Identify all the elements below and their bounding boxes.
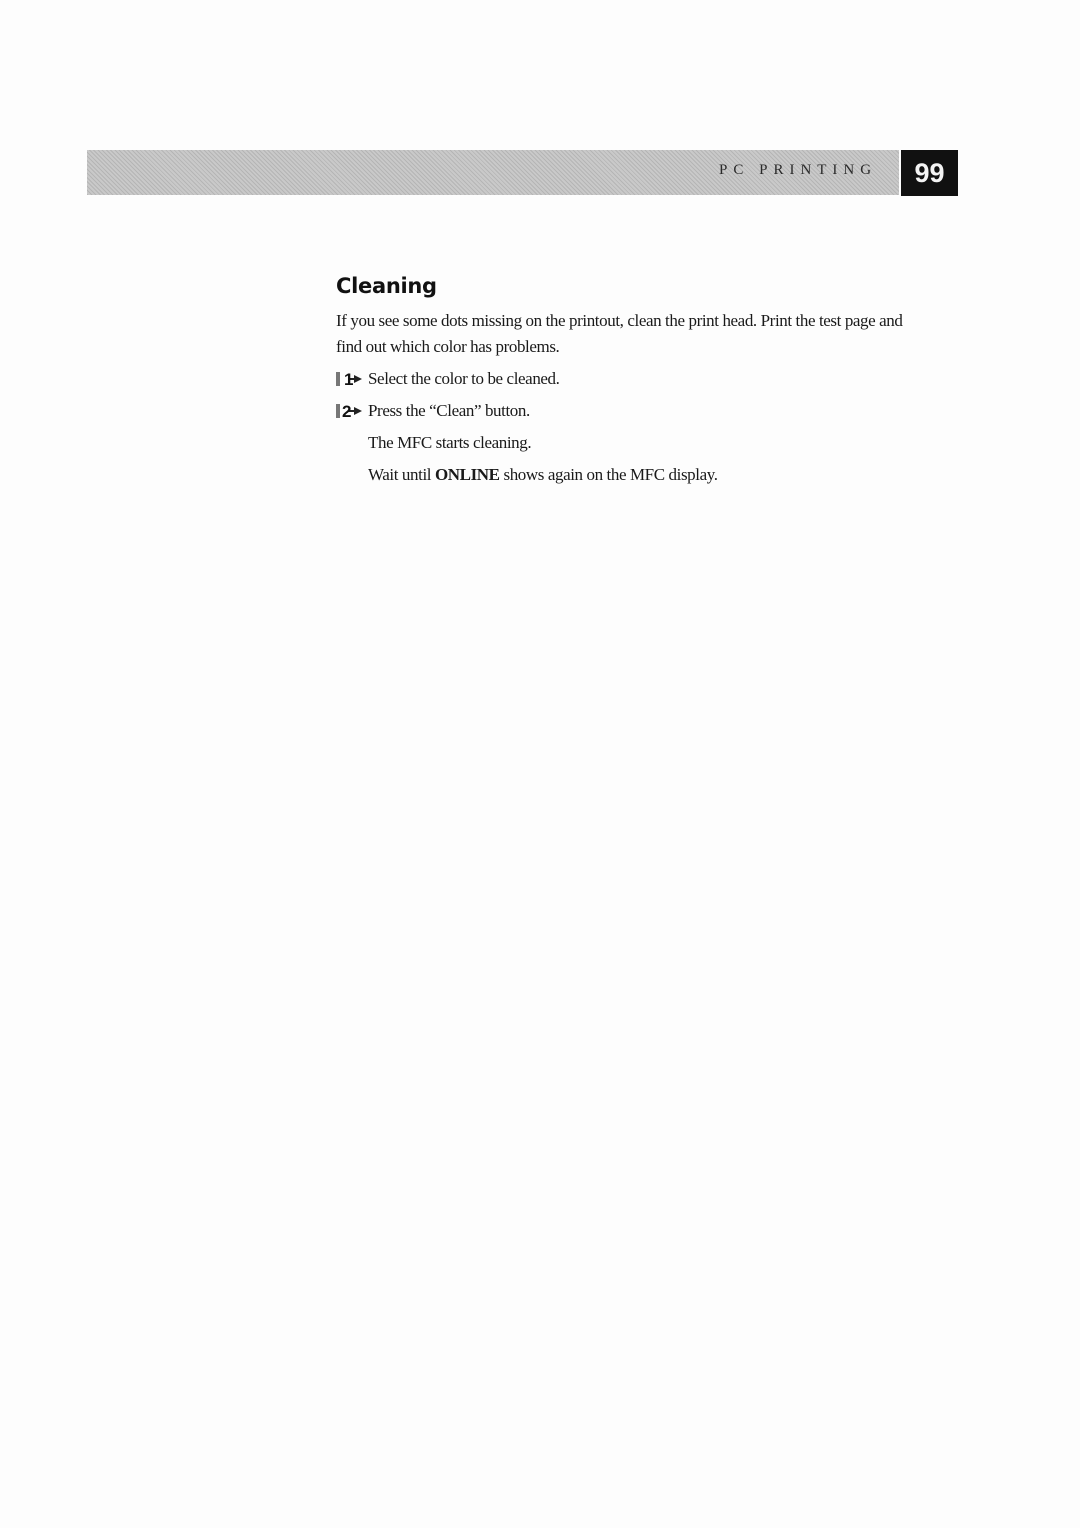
step-1-number: 1 (344, 370, 354, 389)
section-label: PC PRINTING (719, 162, 878, 178)
page-number-box (901, 150, 958, 196)
online-status-text: ONLINE (434, 465, 500, 484)
content-area (336, 274, 906, 494)
step-2-marker-icon (336, 401, 368, 421)
step-2-arrow-icon (336, 401, 362, 421)
step-1 (336, 366, 906, 392)
page-number: 99 (914, 157, 945, 188)
step-1-text: Select the color to be cleaned. (368, 369, 560, 388)
step-1-arrow-icon (336, 369, 362, 389)
intro-paragraph: If you see some dots missing on the printout, clean the print head. Print the test page and find out which color has problems. (336, 311, 903, 356)
wait-line-after: shows again on the MFC display. (499, 465, 718, 484)
step-1-marker-icon (336, 369, 368, 389)
wait-line (368, 462, 906, 488)
section-title: Cleaning (336, 274, 437, 298)
wait-line-before: Wait until (368, 465, 435, 484)
result-line: The MFC starts cleaning. (368, 433, 532, 452)
step-2-number: 2 (342, 402, 352, 421)
step-2 (336, 398, 906, 424)
step-2-text: Press the “Clean” button. (368, 401, 530, 420)
